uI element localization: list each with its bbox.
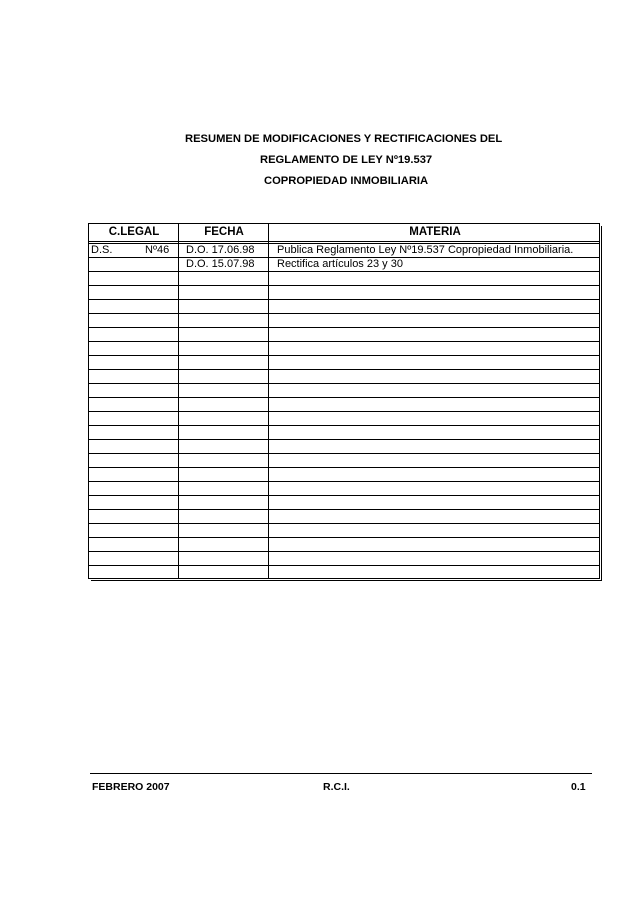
empty-table-row bbox=[89, 300, 599, 314]
table-row bbox=[89, 258, 599, 272]
cell-tipo: D.S. bbox=[91, 244, 113, 256]
document-title-line2: REGLAMENTO DE LEY Nº19.537 bbox=[260, 154, 433, 166]
footer-rule bbox=[90, 773, 592, 774]
cell-materia: Publica Reglamento Ley Nº19.537 Copropiedad Inmobiliaria. bbox=[277, 244, 574, 256]
table-header bbox=[89, 224, 599, 244]
table-row bbox=[89, 244, 599, 258]
empty-table-row bbox=[89, 426, 599, 440]
empty-table-row bbox=[89, 552, 599, 566]
empty-table-row bbox=[89, 538, 599, 552]
modifications-table bbox=[88, 223, 600, 579]
header-c-legal: C.LEGAL bbox=[108, 226, 160, 238]
empty-table-row bbox=[89, 496, 599, 510]
empty-table-row bbox=[89, 384, 599, 398]
document-title-line1: RESUMEN DE MODIFICACIONES Y RECTIFICACIONES DEL bbox=[185, 133, 503, 145]
document-title-line3: COPROPIEDAD INMOBILIARIA bbox=[264, 175, 429, 187]
empty-table-row bbox=[89, 328, 599, 342]
cell-numero: Nº46 bbox=[145, 244, 170, 256]
cell-materia: Rectifica artículos 23 y 30 bbox=[277, 258, 403, 270]
empty-table-row bbox=[89, 454, 599, 468]
footer-date: FEBRERO 2007 bbox=[92, 781, 170, 793]
empty-table-row bbox=[89, 342, 599, 356]
empty-table-row bbox=[89, 468, 599, 482]
empty-table-row bbox=[89, 286, 599, 300]
empty-table-row bbox=[89, 398, 599, 412]
empty-table-row bbox=[89, 370, 599, 384]
cell-fecha: D.O. 15.07.98 bbox=[186, 258, 255, 270]
empty-table-row bbox=[89, 412, 599, 426]
header-materia: MATERIA bbox=[409, 226, 461, 238]
empty-table-row bbox=[89, 314, 599, 328]
cell-fecha: D.O. 17.06.98 bbox=[186, 244, 255, 256]
empty-table-row bbox=[89, 524, 599, 538]
empty-table-row bbox=[89, 356, 599, 370]
footer-page-number: 0.1 bbox=[571, 781, 586, 793]
header-fecha: FECHA bbox=[204, 226, 244, 238]
empty-table-row bbox=[89, 272, 599, 286]
empty-table-row bbox=[89, 510, 599, 524]
empty-table-row bbox=[89, 482, 599, 496]
empty-table-row bbox=[89, 440, 599, 454]
footer-code: R.C.I. bbox=[323, 781, 350, 793]
